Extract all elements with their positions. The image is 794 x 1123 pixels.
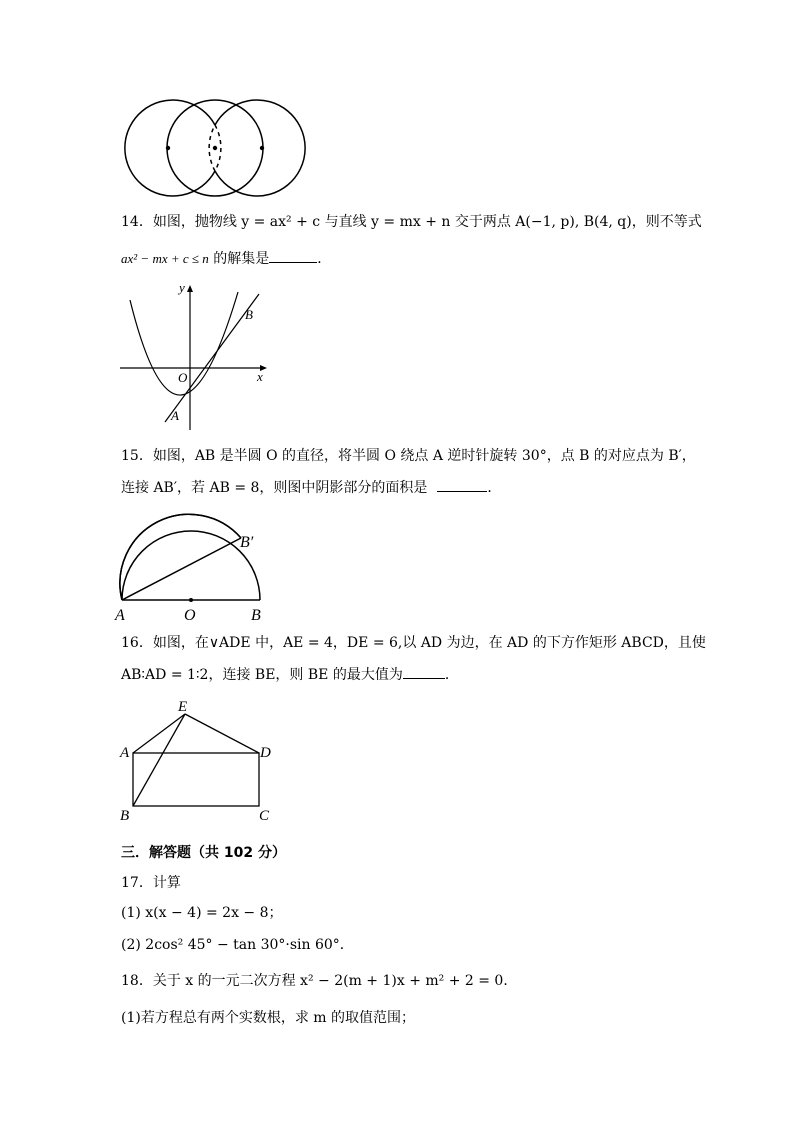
q15-line1: 15．如图，AB 是半圆 O 的直径，将半圆 O 绕点 A 逆时针旋转 30°，点 B 的对应点为 B′， <box>121 448 696 464</box>
q16-line2-head: AB∶AD = 1∶2，连接 BE，则 BE 的最大值为 <box>121 667 403 683</box>
label-a: A <box>115 607 125 624</box>
q14-end: ． <box>317 251 332 267</box>
y-axis-label: y <box>179 280 185 295</box>
rectangle-triangle-figure <box>115 696 280 826</box>
segment-be <box>133 714 185 806</box>
shaded-region <box>120 514 241 600</box>
label-b: B <box>120 808 130 824</box>
rotated-semicircle-figure <box>112 504 272 628</box>
q17-part2: (2) 2cos² 45° − tan 30°·sin 60°． <box>121 937 354 953</box>
center-dot-right <box>260 146 264 150</box>
point-b-label: B <box>245 307 253 322</box>
y-axis-arrow <box>187 285 193 292</box>
segment-de <box>185 714 259 753</box>
q15-line2 <box>121 477 501 498</box>
label-b-prime: B′ <box>240 534 254 551</box>
center-dot-left <box>166 146 170 150</box>
section-heading: 三．解答题（共 102 分） <box>121 845 286 861</box>
label-b: B <box>251 607 261 624</box>
three-circles-figure <box>110 92 325 202</box>
segment-ab-prime <box>122 538 241 600</box>
x-axis-label: x <box>257 369 263 384</box>
point-a-label: A <box>171 408 179 423</box>
label-e: E <box>178 699 188 715</box>
q14-line2-tail: 的解集是 <box>208 251 270 267</box>
q15-answer-blank <box>437 477 487 492</box>
parabola-line-figure <box>115 282 275 434</box>
segment-ae <box>133 714 185 753</box>
q16-answer-blank <box>403 664 445 679</box>
q16-line1: 16．如图，在∨ADE 中，AE = 4，DE = 6,以 AD 为边，在 AD 的下方作矩形 ABCD，且使 <box>121 635 706 651</box>
q14-inequality: ax² − mx + c ≤ n <box>121 251 209 266</box>
rotated-semicircle-arc <box>120 514 241 600</box>
q18-line1: 18．关于 x 的一元二次方程 x² − 2(m + 1)x + m² + 2 = 0． <box>121 973 518 989</box>
q18-part1: (1)若方程总有两个实数根，求 m 的取值范围； <box>121 1010 416 1026</box>
q14-answer-blank <box>269 248 317 263</box>
center-o-dot <box>189 598 193 602</box>
q17-part1: (1) x(x − 4) = 2x − 8； <box>121 905 283 921</box>
origin-label: O <box>178 370 188 385</box>
label-c: C <box>259 808 270 824</box>
q15-end: ． <box>487 480 502 496</box>
label-a: A <box>120 745 130 761</box>
q14-line1: 14．如图，抛物线 y = ax² + c 与直线 y = mx + n 交于两点 A(−1, p), B(4, q)，则不等式 <box>121 214 702 230</box>
q14-line2 <box>121 248 331 269</box>
q15-line2-head: 连接 AB′，若 AB = 8，则图中阴影部分的面积是 <box>121 480 428 496</box>
q16-end: ． <box>444 667 459 683</box>
label-d: D <box>260 745 271 761</box>
rectangle-abcd <box>133 753 259 806</box>
q16-line2 <box>121 664 459 685</box>
q17-title: 17．计算 <box>121 875 181 891</box>
center-dot-middle <box>213 146 217 150</box>
label-o: O <box>184 607 196 624</box>
